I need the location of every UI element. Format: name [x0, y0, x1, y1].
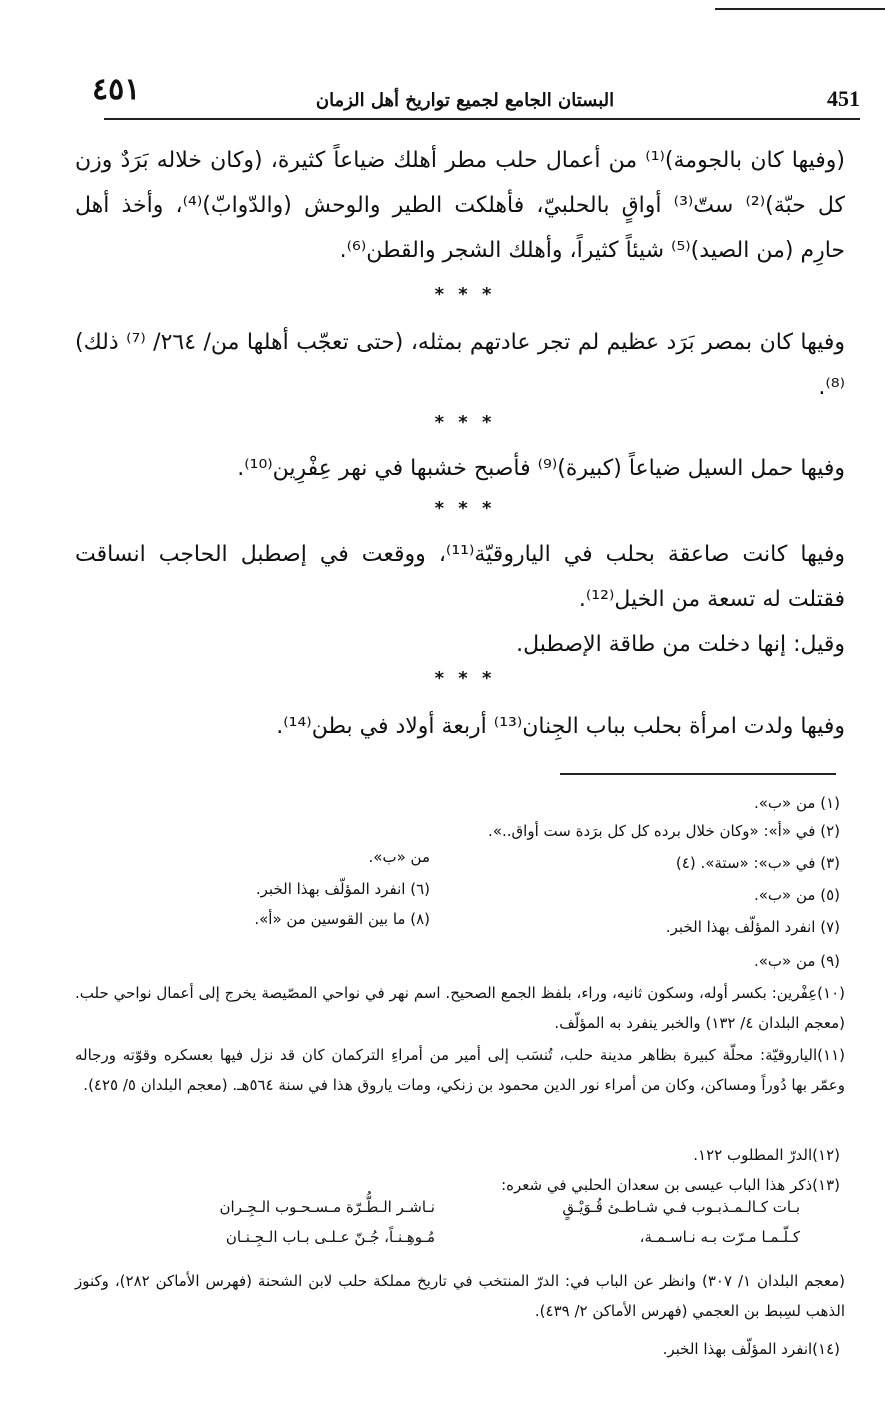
- footnote-1: (١) من «ب».: [753, 794, 840, 812]
- footnote-text: (معجم البلدان ١/ ٣٠٧) وانظر عن الباب في: الدرّ المنتخب في تاريخ مملكة حلب لابن الشحنة (فهرس الأماكن ٢٨٢)، وكنوز الذهب لسِبط بن العجمي (فهرس الأماكن ٢/ ٤٣٩).: [75, 1272, 845, 1320]
- footnote-10: [75, 978, 845, 1038]
- footnote-11: [75, 1040, 845, 1100]
- running-title: البستان الجامع لجميع تواريخ أهل الزمان: [315, 90, 615, 111]
- top-edge-line: [715, 8, 885, 10]
- footnote-13-references: [75, 1266, 845, 1326]
- paragraph-text: وفيها حمل السيل ضياعاً (كبيرة)⁽⁹⁾ فأصبح خشبها في نهر عِفْرِين⁽¹⁰⁾.: [237, 456, 845, 481]
- section-separator: * * *: [434, 412, 496, 433]
- paragraph-text: وفيها كان بمصر بَرَد عظيم لم تجر عادتهم بمثله، (حتى تعجّب أهلها من/ ٢٦٤/ ⁽⁷⁾ ذلك)⁽⁸⁾.: [75, 330, 845, 400]
- paragraph-lightning: [75, 532, 845, 622]
- header-rule: [104, 118, 860, 120]
- footnote-text: (١١)الياروقيّة: محلّة كبيرة بظاهر مدينة حلب، تُنسَب إلى أمير من أمراءِ التركمان كان قد نزل فيها بعسكره وقوّته ورجاله وعمّر بها دُوراً ومساكن، وكان من أمراء نور الدين محمود بن زنكي، ومات ياروق هذا في سنة ٥٦٤هـ. (معجم البلدان ٥/ ٤٢٥).: [75, 1046, 845, 1094]
- footnote-13-intro: (١٣)ذكر هذا الباب عيسى بن سعدان الحلبي في شعره:: [501, 1176, 840, 1194]
- footnote-7: (٧) انفرد المؤلّف بهذا الخبر.: [665, 918, 840, 936]
- footnote-5: (٥) من «ب».: [753, 886, 840, 904]
- paragraph-text: (وفيها كان بالجومة)⁽¹⁾ من أعمال حلب مطر أهلك ضياعاً كثيرة، (وكان خلاله بَرَدٌ وزن كل حبّة)⁽²⁾ ستّ⁽³⁾ أواقٍ بالحلبيّ، فأهلكت الطير والوحش (والدّوابّ)⁽⁴⁾، وأخذ أهل حارِم (من الصيد)⁽⁵⁾ شيئاً كثيراً، وأهلك الشجر والقطن⁽⁶⁾.: [75, 148, 845, 263]
- footnote-8: (٨) ما بين القوسين من «أ».: [254, 910, 430, 928]
- paragraph-text: وفيها ولدت امرأة بحلب بباب الجِنان⁽¹³⁾ أربعة أولاد في بطن⁽¹⁴⁾.: [276, 714, 845, 739]
- page-number-latin: 451: [827, 86, 860, 111]
- paragraph-hail-egypt: [75, 320, 845, 410]
- verse-line-2-first-hemistich: كـلّـمـا مـرّت بـه نـاسـمـة،: [639, 1228, 800, 1246]
- footnote-12: (١٢)الدرّ المطلوب ١٢٢.: [693, 1146, 840, 1164]
- footnote-3: (٣) في «ب»: «ستة». (٤): [675, 854, 840, 872]
- paragraph-stable: [75, 622, 845, 667]
- paragraph-quadruplets: [75, 704, 845, 749]
- verse-line-1-second-hemistich: نـاشـر الـطُّـرّة مـسـحـوب الـجِـران: [219, 1198, 435, 1216]
- page-header: [70, 72, 860, 122]
- footnote-14: (١٤)انفرد المؤلّف بهذا الخبر.: [662, 1340, 840, 1358]
- footnote-rule: [560, 773, 836, 775]
- paragraph-text: وفيها كانت صاعقة بحلب في الياروقيّة⁽¹¹⁾، ووقعت في إصطبل الحاجب انساقت فقتلت له تسعة من الخيل⁽¹²⁾.: [75, 542, 845, 612]
- paragraph-text: وقيل: إنها دخلت من طاقة الإصطبل.: [516, 632, 845, 657]
- paragraph-flood: [75, 446, 845, 491]
- section-separator: * * *: [434, 668, 496, 689]
- section-separator: * * *: [434, 498, 496, 519]
- verse-line-2-second-hemistich: مُـوهِـنـاً، جُـنّ عـلـى بـاب الـجِـنـان: [225, 1228, 435, 1246]
- verse-line-1-first-hemistich: بـات كـالـمـذبـوب فـي شـاطـئ قُـوَيْـقٍ: [562, 1198, 800, 1216]
- page-number-arabic: ٤٥١: [92, 72, 141, 107]
- paragraph-hail-jawma: [75, 138, 845, 273]
- section-separator: * * *: [434, 284, 496, 305]
- footnote-text: (١٠)عِفْرين: بكسر أوله، وسكون ثانيه، وراء، بلفظ الجمع الصحيح. اسم نهر في نواحي المصّيصة يخرج إلى أعمال نواحي حلب. (معجم البلدان ٤/ ١٣٢) والخبر ينفرد به المؤلّف.: [75, 984, 845, 1032]
- footnote-4: من «ب».: [368, 848, 430, 866]
- footnote-2: (٢) في «أ»: «وكان خلال برده كل كل برَدة ست أواق..».: [488, 822, 840, 840]
- footnote-6: (٦) انفرد المؤلّف بهذا الخبر.: [255, 880, 430, 898]
- footnote-9: (٩) من «ب».: [753, 952, 840, 970]
